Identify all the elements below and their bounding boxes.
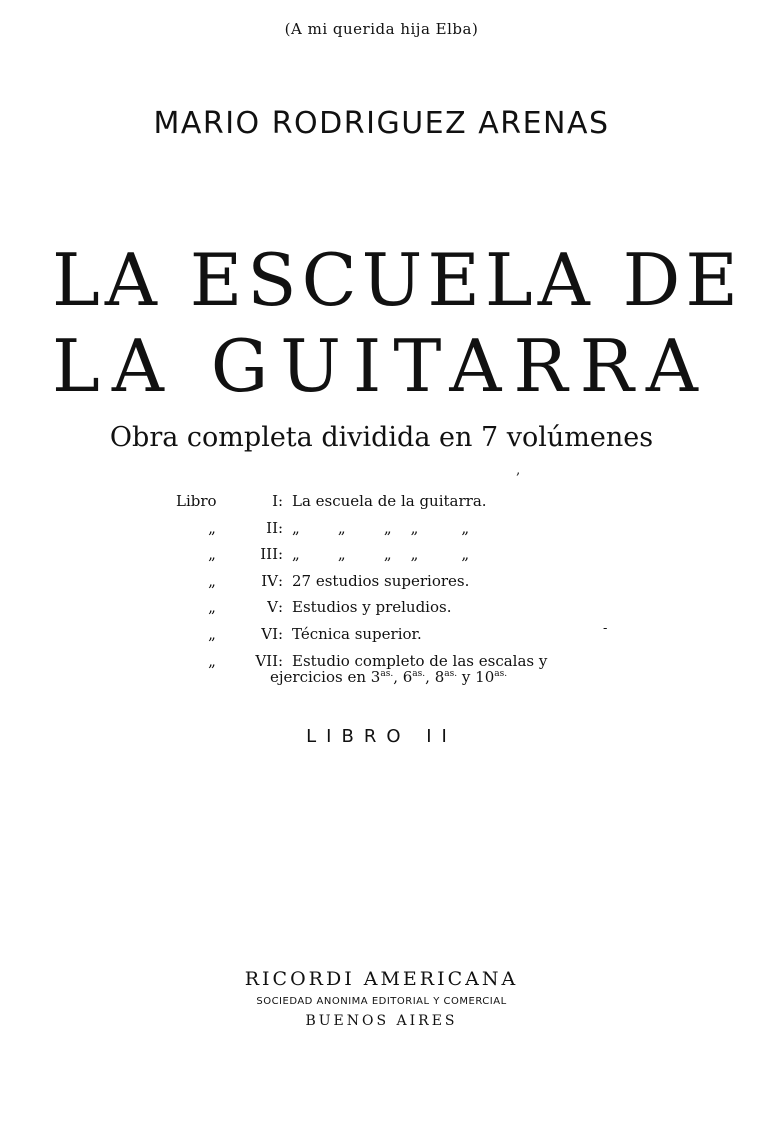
list-item-number: II (266, 518, 278, 537)
list-item-lead: „ (208, 651, 216, 670)
list-item-description: „ „ „ „ „ (292, 545, 470, 564)
publisher-description: SOCIEDAD ANONIMA EDITORIAL Y COMERCIAL (256, 996, 507, 1007)
volume-label: LIBRO II (306, 726, 457, 747)
list-item-description: 27 estudios superiores. (292, 571, 470, 590)
publisher-city: BUENOS AIRES (305, 1013, 458, 1029)
list-item-description: „ „ „ „ „ (292, 518, 470, 537)
list-item-continuation: ejercicios en $3^{as.}$, $6^{as.}$, $8^{as.}$ y $10^{as.}$ (270, 668, 508, 687)
list-item-number: III (260, 545, 278, 564)
author-name: MARIO RODRIGUEZ ARENAS (153, 106, 610, 141)
list-item-number: I (272, 492, 278, 510)
list-item-lead: „ (208, 624, 216, 643)
list-item-lead: „ (208, 598, 216, 617)
list-item-lead: „ (208, 545, 216, 564)
list-item-lead: Libro (176, 492, 217, 510)
list-item (176, 545, 576, 572)
list-item-lead: „ (208, 518, 216, 537)
subtitle: Obra completa dividida en 7 volúmenes (109, 422, 654, 453)
list-item-description: Estudios y preludios. (292, 598, 452, 617)
volume-list (176, 492, 576, 686)
list-item-description: Técnica superior. (292, 624, 422, 643)
list-item-colon: : (278, 651, 284, 670)
title-line-1: LA ESCUELA DE (52, 238, 743, 322)
list-item (176, 492, 576, 519)
list-item-colon: : (278, 571, 284, 590)
list-item-colon: : (278, 545, 284, 564)
list-item-colon: : (278, 518, 284, 537)
publisher-name: RICORDI AMERICANA (244, 968, 519, 990)
list-item-number: VII (255, 651, 278, 670)
list-item (176, 598, 576, 625)
list-item (176, 572, 576, 599)
title-line-2: LA GUITARRA (52, 324, 710, 408)
list-item-description: La escuela de la guitarra. (292, 492, 487, 510)
list-item-number: VI (261, 624, 278, 643)
list-item-number: V (267, 598, 278, 617)
speck-mark: - (603, 621, 608, 636)
list-item-colon: : (278, 624, 284, 643)
list-item (176, 625, 576, 652)
list-item (176, 519, 576, 546)
list-item-colon: : (278, 598, 284, 617)
list-item-number: IV (261, 571, 278, 590)
list-item-description: Estudio completo de las escalas y (292, 651, 548, 670)
dedication: (A mi querida hija Elba) (284, 20, 479, 38)
list-item-lead: „ (208, 571, 216, 590)
list-item-colon: : (278, 492, 284, 510)
speck-mark: ‚ (516, 463, 521, 478)
